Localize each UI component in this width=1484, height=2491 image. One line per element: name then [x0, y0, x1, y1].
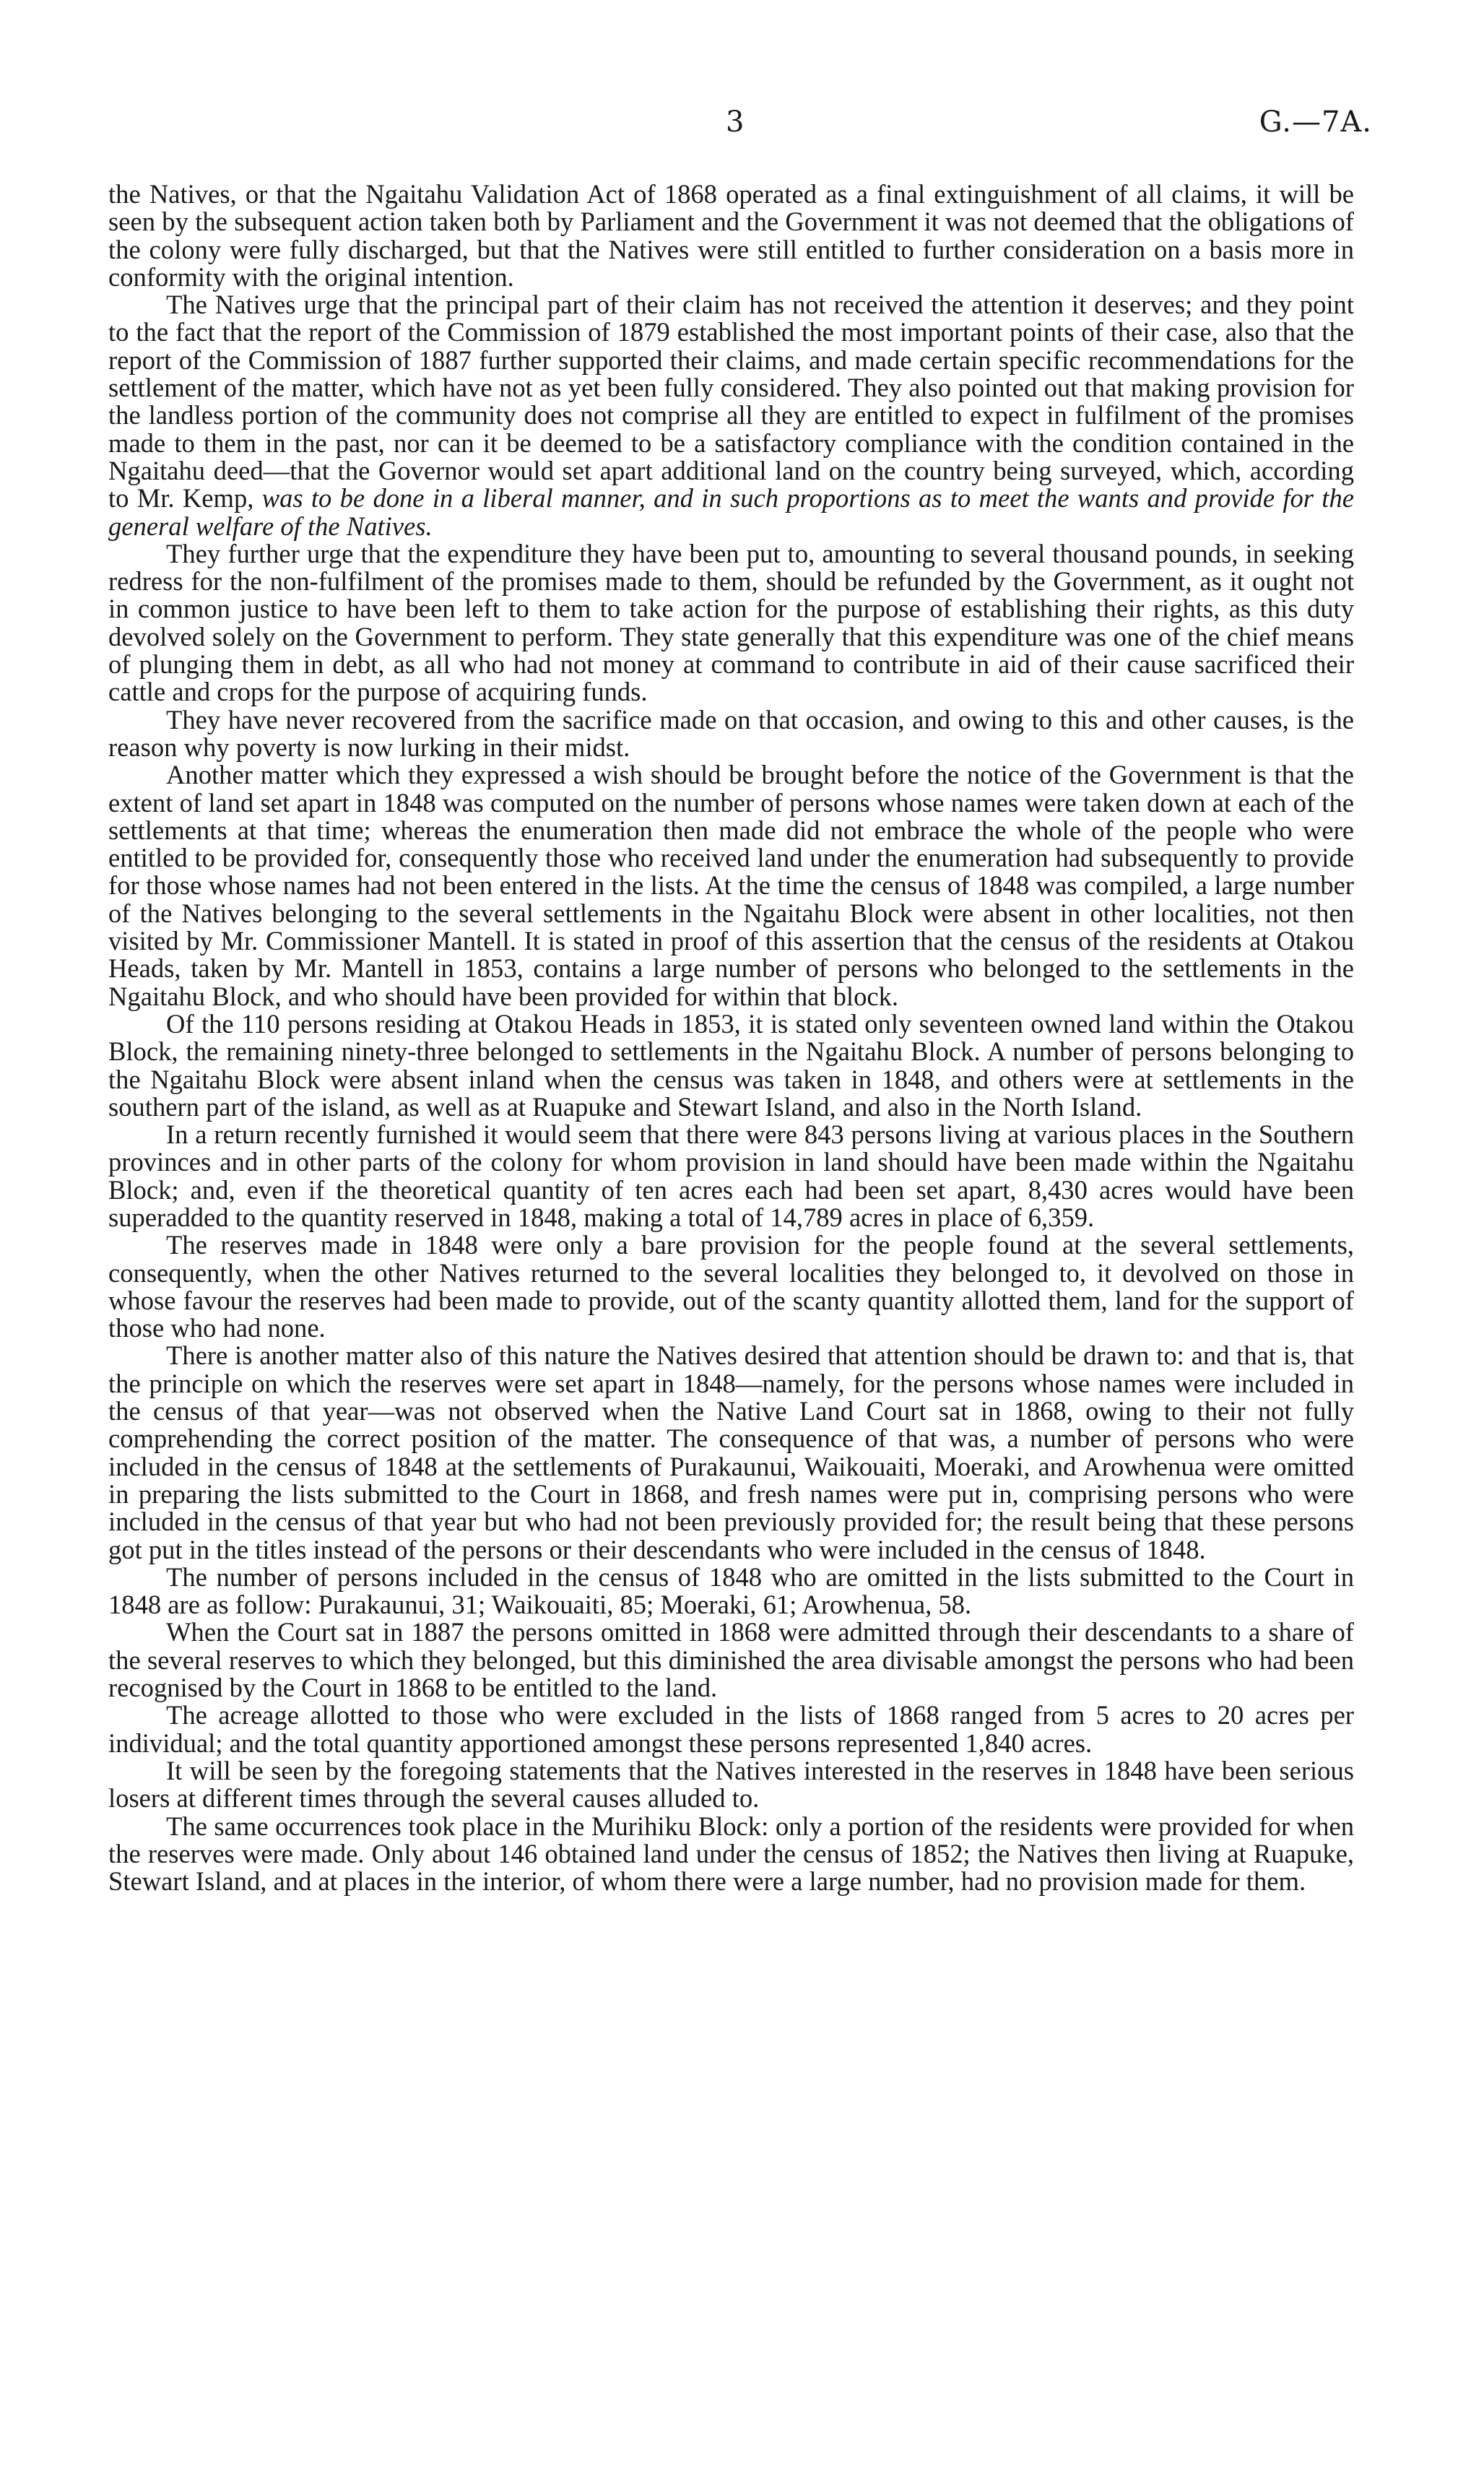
paragraph: It will be seen by the foregoing statements that the Natives interested in the reserves in 1848 have been serious losers at different times through the several causes alluded to.	[108, 1755, 1354, 1814]
paragraph: They further urge that the expenditure they have been put to, amounting to several thousand pounds, in seeking redress for the non-fulfilment of the promises made to them, should be refunded by the Government, as it ought not in common justice to have been left to them to take action for the purpose of establishing their rights, as this duty devolved solely on the Government to perform. They state generally that this expenditure was one of the chief means of plunging them in debt, as all who had not money at command to contribute in aid of their cause sacrificed their cattle and crops for the purpose of acquiring funds.	[108, 538, 1354, 707]
paragraph: They have never recovered from the sacrifice made on that occasion, and owing to this and other causes, is the reason why poverty is now lurking in their midst.	[108, 704, 1354, 762]
paragraph: The number of persons included in the census of 1848 who are omitted in the lists submitted to the Court in 1848 are as follow: Purakaunui, 31; Waikouaiti, 85; Moeraki, 61; Arowhenua, 58.	[108, 1561, 1354, 1620]
document-reference: G.—7A.	[1259, 105, 1372, 139]
paragraph: When the Court sat in 1887 the persons omitted in 1868 were admitted through their descendants to a share of the several reserves to which they belonged, but this diminished the area divisable amongst the persons who had been recognised by the Court in 1868 to be entitled to the land.	[108, 1617, 1354, 1703]
paragraph: the Natives, or that the Ngaitahu Validation Act of 1868 operated as a final extinguishment of all claims, it will be seen by the subsequent action taken both by Parliament and the Government it was not deemed that the obligations of the colony were fully discharged, but that the Natives were still entitled to further consideration on a basis more in conformity with the original intention.	[108, 179, 1354, 292]
kemp-quote: was to be done in a liberal manner, and in such proportions as to meet the wants and provide for the general welfare of the Natives.	[108, 483, 1354, 541]
paragraph: The acreage allotted to those who were excluded in the lists of 1868 ranged from 5 acres to 20 acres per individual; and the total quantity apportioned amongst these persons represented 1,840 acres.	[108, 1700, 1354, 1758]
paragraph: The reserves made in 1848 were only a bare provision for the people found at the several settlements, consequently, when the other Natives returned to the several localities they belonged to, it devolved on those in whose favour the reserves had been made to provide, out of the scanty quantity allotted them, land for the support of those who had none.	[108, 1230, 1354, 1343]
paragraph	[108, 291, 1354, 540]
paragraph: Of the 110 persons residing at Otakou Heads in 1853, it is stated only seventeen owned land within the Otakou Block, the remaining ninety-three belonged to settlements in the Ngaitahu Block. A number of persons belonging to the Ngaitahu Block were absent inland when the census was taken in 1848, and others were at settlements in the southern part of the island, as well as at Ruapuke and Stewart Island, and also in the North Island.	[108, 1008, 1354, 1122]
paragraph: There is another matter also of this nature the Natives desired that attention should be drawn to: and that is, that the principle on which the reserves were set apart in 1848—namely, for the persons whose names were included in the census of that year—was not observed when the Native Land Court sat in 1868, owing to their not fully comprehending the correct position of the matter. The consequence of that was, a number of persons who were included in the census of 1848 at the settlements of Purakaunui, Waikouaiti, Moeraki, and Arowhenua were omitted in preparing the lists submitted to the Court in 1868, and fresh names were put in, comprising persons who were included in the census of that year but who had not been previously provided for; the result being that these persons got put in the titles instead of the persons or their descendants who were included in the census of 1848.	[108, 1340, 1354, 1564]
paragraph-text: The Natives urge that the principal part of their claim has not received the attention it deserves; and they point to the fact that the report of the Commission of 1879 established the most important points of their case, also that the report of the Commission of 1887 further supported their claims, and made certain specific recommendations for the settlement of the matter, which have not as yet been fully considered. They also pointed out that making provision for the landless portion of the community does not comprise all they are entitled to expect in fulfilment of the promises made to them in the past, nor can it be deemed to be a satisfactory compliance with the condition contained in the Ngaitahu deed—that the Governor would set apart additional land on the country being surveyed, which, according to Mr. Kemp,	[108, 290, 1354, 514]
paragraph: Another matter which they expressed a wish should be brought before the notice of the Government is that the extent of land set apart in 1848 was computed on the number of persons whose names were taken down at each of the settlements at that time; whereas the enumeration then made did not embrace the whole of the people who were entitled to be provided for, consequently those who received land under the enumeration had subsequently to provide for those whose names had not been entered in the lists. At the time the census of 1848 was compiled, a large number of the Natives belonging to the several settlements in the Ngaitahu Block were absent in other localities, not then visited by Mr. Commissioner Mantell. It is stated in proof of this assertion that the census of the residents at Otakou Heads, taken by Mr. Mantell in 1853, contains a large number of persons who belonged to the settlements in the Ngaitahu Block, and who should have been provided for within that block.	[108, 760, 1354, 1011]
page-number: 3	[726, 105, 745, 139]
paragraph: The same occurrences took place in the Murihiku Block: only a portion of the residents were provided for when the reserves were made. Only about 146 obtained land under the census of 1852; the Natives then living at Ruapuke, Stewart Island, and at places in the interior, of whom there were a large number, had no provision made for them.	[108, 1811, 1354, 1897]
page-header	[108, 105, 1372, 149]
body-text	[108, 181, 1354, 1895]
paragraph: In a return recently furnished it would seem that there were 843 persons living at various places in the Southern provinces and in other parts of the colony for whom provision in land should have been made within the Ngaitahu Block; and, even if the theoretical quantity of ten acres each had been set apart, 8,430 acres would have been superadded to the quantity reserved in 1848, making a total of 14,789 acres in place of 6,359.	[108, 1119, 1354, 1232]
